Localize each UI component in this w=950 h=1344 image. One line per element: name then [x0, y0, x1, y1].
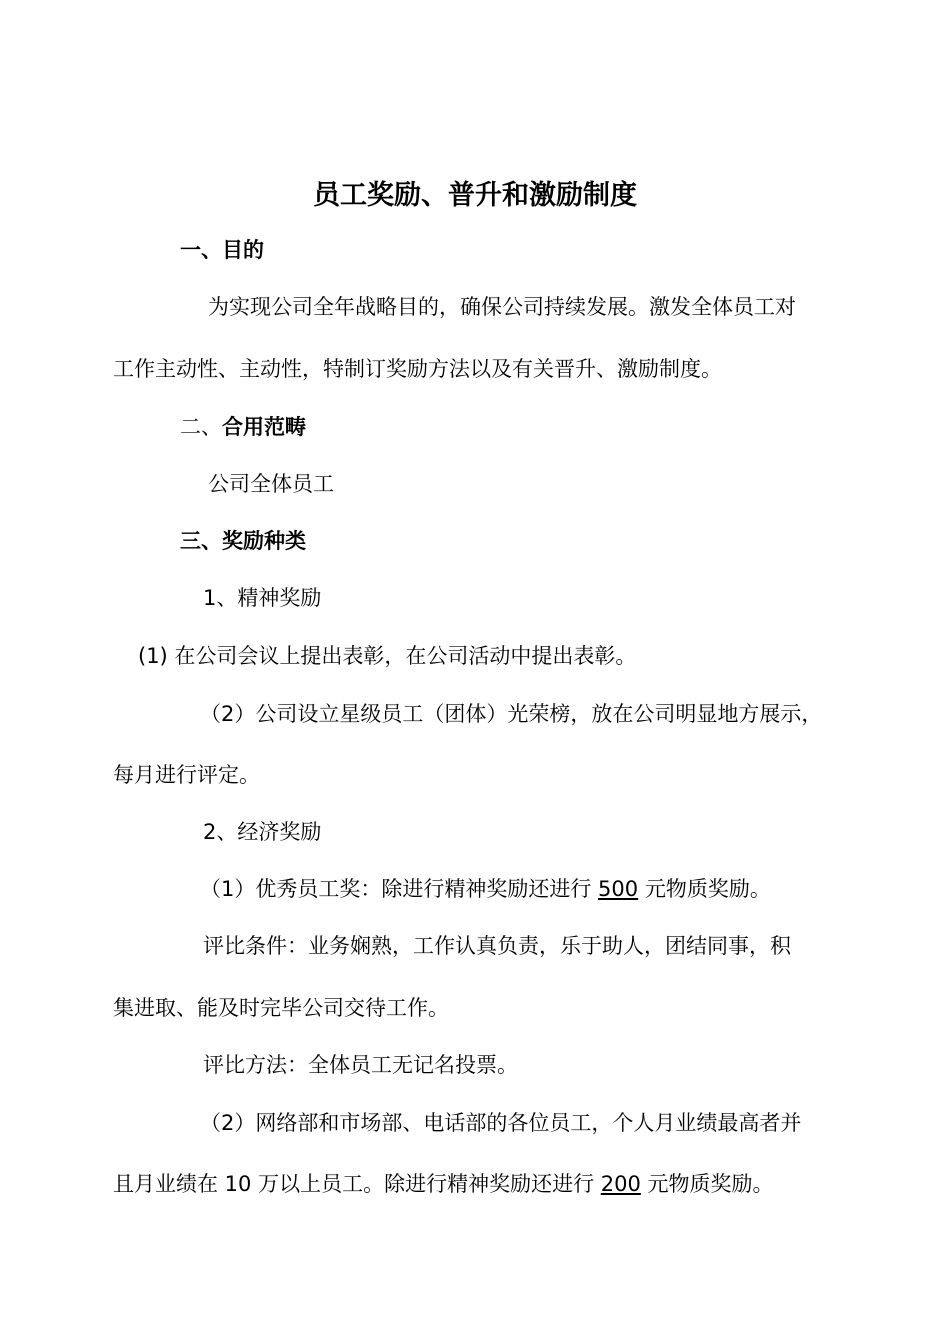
criteria-line-2: 集进取、能及时完毕公司交待工作。: [113, 996, 449, 1020]
spiritual-item-1: (1) 在公司会议上提出表彰，在公司活动中提出表彰。: [138, 644, 637, 668]
economic-item-1-text: （1）优秀员工奖：除进行精神奖励还进行: [200, 877, 599, 901]
economic-item-2-line-1: （2）网络部和市场部、电话部的各位员工，个人月业绩最高者并: [200, 1111, 802, 1135]
economic-item-1: [200, 873, 771, 905]
criteria-line-1: 评比条件：业务娴熟，工作认真负责，乐于助人，团结同事，积: [203, 934, 791, 958]
economic-item-2-suffix: 元物质奖励。: [640, 1172, 774, 1196]
section-number: 二、: [180, 415, 222, 439]
section-heading-text: 合用范畴: [222, 415, 306, 439]
subheading-spiritual-reward: 1、精神奖励: [203, 586, 322, 610]
section-heading-scope: [180, 411, 306, 443]
document-title: 员工奖励、普升和激励制度: [313, 180, 637, 211]
reward-amount: 200: [600, 1172, 641, 1196]
economic-item-2-line-2: [113, 1168, 774, 1200]
selection-method: 评比方法：全体员工无记名投票。: [203, 1053, 518, 1077]
economic-item-2-text: 且月业绩在 10 万以上员工。除进行精神奖励还进行: [113, 1172, 601, 1196]
section-heading-reward-types: 三、奖励种类: [180, 529, 306, 553]
purpose-paragraph-line-1: 为实现公司全年战略目的，确保公司持续发展。激发全体员工对: [208, 295, 796, 319]
section-heading-purpose: 一、目的: [180, 238, 264, 262]
subheading-economic-reward: 2、经济奖励: [203, 820, 322, 844]
scope-body: 公司全体员工: [208, 472, 334, 496]
purpose-paragraph-line-2: 工作主动性、主动性，特制订奖励方法以及有关晋升、激励制度。: [113, 357, 722, 381]
reward-amount: 500: [598, 877, 639, 901]
economic-item-1-suffix: 元物质奖励。: [638, 877, 771, 901]
spiritual-item-2-line-2: 每月进行评定。: [113, 763, 260, 787]
spiritual-item-2-line-1: （2）公司设立星级员工（团体）光荣榜，放在公司明显地方展示，: [200, 702, 823, 726]
